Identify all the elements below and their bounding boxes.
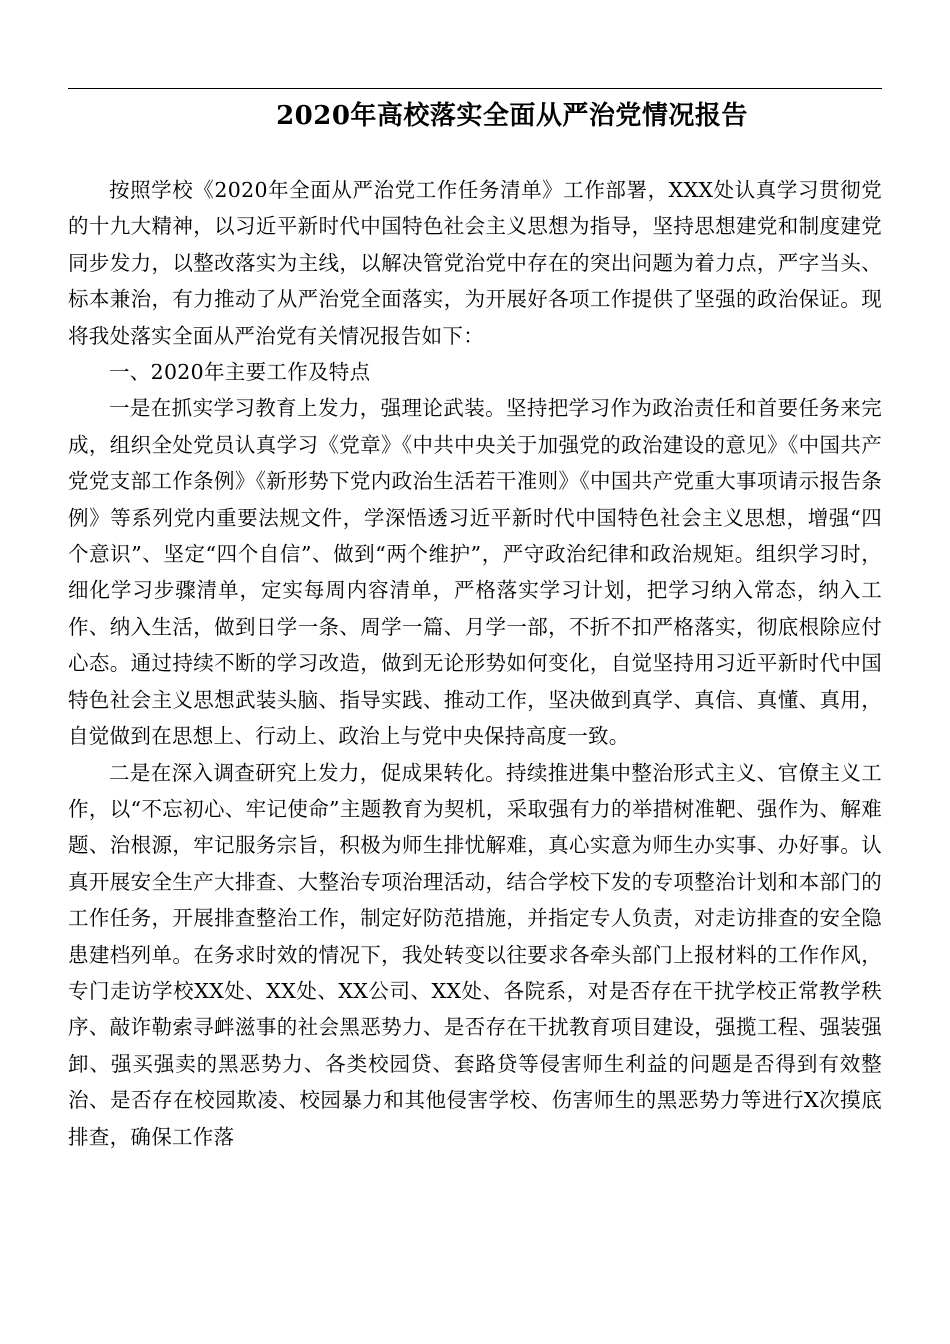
header-rule [68,88,882,89]
document-body [68,172,882,1155]
body-paragraph: 一是在抓实学习教育上发力，强理论武装。坚持把学习作为政治责任和首要任务来完成，组织全处党员认真学习《党章》《中共中央关于加强党的政治建设的意见》《中国共产党党支部工作条例》《新形势下党内政治生活若干准则》《中国共产党重大事项请示报告条例》等系列党内重要法规文件，学深悟透习近平新时代中国特色社会主义思想，增强“四个意识”、坚定“四个自信”、做到“两个维护”，严守政治纪律和政治规矩。组织学习时，细化学习步骤清单，定实每周内容清单，严格落实学习计划，把学习纳入常态，纳入工作、纳入生活，做到日学一条、周学一篇、月学一部，不折不扣严格落实，彻底根除应付心态。通过持续不断的学习改造，做到无论形势如何变化，自觉坚持用习近平新时代中国特色社会主义思想武装头脑、指导实践、推动工作，坚决做到真学、真信、真懂、真用，自觉做到在思想上、行动上、政治上与党中央保持高度一致。 [68,396,882,749]
section-heading: 一、2020年主要工作及特点 [109,360,371,385]
body-paragraph: 二是在深入调查研究上发力，促成果转化。持续推进集中整治形式主义、官僚主义工作，以“不忘初心、牢记使命”主题教育为契机，采取强有力的举措树准靶、强作为、解难题、治根源，牢记服务宗旨，积极为师生排忧解难，真心实意为师生办实事、办好事。认真开展安全生产大排查、大整治专项治理活动，结合学校下发的专项整治计划和本部门的工作任务，开展排查整治工作，制定好防范措施，并指定专人负责，对走访排查的安全隐患建档列单。在务求时效的情况下，我处转变以往要求各牵头部门上报材料的工作作风，专门走访学校XX处、XX处、XX公司、XX处、各院系，对是否存在干扰学校正常教学秩序、敲诈勒索寻衅滋事的社会黑恶势力、是否存在干扰教育项目建设，强揽工程、强装强卸、强买强卖的黑恶势力、各类校园贷、套路贷等侵害师生利益的问题是否得到有效整治、是否存在校园欺凌、校园暴力和其他侵害学校、伤害师生的黑恶势力等进行X次摸底排查，确保工作落 [68,760,882,1149]
intro-paragraph: 按照学校《2020年全面从严治党工作任务清单》工作部署，XXX处认真学习贯彻党的十九大精神，以习近平新时代中国特色社会主义思想为指导，坚持思想建党和制度建党同步发力，以整改落实为主线，以解决管党治党中存在的突出问题为着力点，严字当头、标本兼治，有力推动了从严治党全面落实，为开展好各项工作提供了坚强的政治保证。现将我处落实全面从严治党有关情况报告如下： [68,178,882,348]
document-title: 2020年高校落实全面从严治党情况报告 [276,101,748,131]
